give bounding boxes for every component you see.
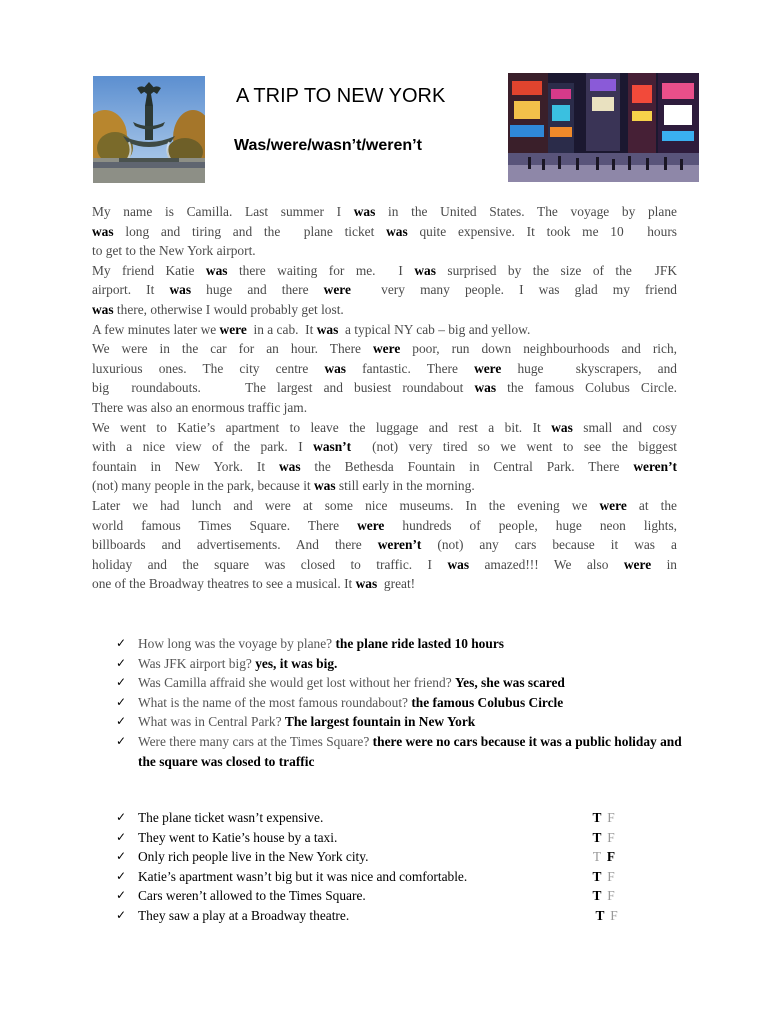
story-text-segment: A few minutes later we: [92, 321, 220, 337]
checkmark-icon: ✓: [116, 636, 127, 650]
story-line: [92, 535, 677, 555]
story-text-segment: hundreds of people, huge neon lights,: [384, 517, 677, 533]
statement-text: They saw a play at a Broadway theatre.: [138, 907, 350, 923]
story-verb: was: [355, 576, 378, 592]
true-option[interactable]: T: [592, 829, 602, 845]
true-option[interactable]: T: [595, 907, 605, 923]
story-line: [92, 476, 677, 496]
story-line: [92, 555, 677, 575]
story-text-segment: small and cosy: [572, 419, 677, 435]
question-text: Was JFK airport big?: [138, 655, 256, 671]
question-text: What was in Central Park?: [138, 714, 285, 730]
true-false-marks: [590, 867, 630, 887]
true-false-marks: [590, 847, 630, 867]
story-text-segment: in a cab. It: [246, 321, 317, 337]
story-line: [92, 398, 677, 418]
story-verb: were: [323, 282, 351, 298]
question-item: [116, 712, 686, 732]
story-line: [92, 359, 677, 379]
story-text-segment: huge skyscrapers, and: [501, 360, 677, 376]
story-text-segment: great!: [377, 576, 416, 592]
story-text-segment: fountain in New York. It: [92, 458, 279, 474]
story-line: [92, 574, 677, 594]
story-text-segment: Later we had lunch and were at some nice museums. In the evening we: [92, 497, 600, 513]
story-line: [92, 339, 677, 359]
story-verb: was: [92, 223, 114, 239]
checkmark-icon: ✓: [116, 810, 127, 824]
story-text-segment: with a nice view of the park. I: [92, 439, 314, 455]
statement-text: Katie’s apartment wasn’t big but it was nice and comfortable.: [138, 868, 468, 884]
story-text-segment: luxurious ones. The city centre: [92, 360, 325, 376]
story-verb: wasn’t: [313, 439, 352, 455]
true-option[interactable]: T: [592, 810, 602, 825]
question-text: How long was the voyage by plane?: [138, 636, 336, 651]
statement-text: Only rich people live in the New York city.: [138, 849, 369, 865]
false-option[interactable]: F: [607, 810, 615, 825]
answer-text: yes, it was big.: [255, 655, 338, 671]
story-verb: weren’t: [377, 537, 422, 553]
true-false-item: [116, 867, 636, 887]
story-verb: were: [474, 360, 502, 376]
story-text-segment: quite expensive. It took me 10 hours: [407, 223, 677, 239]
story-text-segment: amazed!!! We also: [469, 556, 624, 572]
story-text-segment: a typical NY cab – big and yellow.: [338, 321, 531, 337]
story-text-segment: (not) any cars because it was a: [421, 537, 677, 553]
story-line: [92, 320, 677, 340]
true-false-item: [116, 808, 636, 828]
story-verb: was: [278, 458, 301, 474]
true-false-marks: [590, 828, 630, 848]
question-text: What is the name of the most famous roundabout?: [138, 694, 412, 710]
checkmark-icon: ✓: [116, 888, 127, 903]
story-line: [92, 496, 677, 516]
question-item: [116, 654, 686, 674]
story-verb: were: [623, 556, 652, 572]
question-text: Were there many cars at the Times Square?: [138, 733, 373, 749]
question-item: [116, 693, 686, 713]
true-option[interactable]: T: [592, 868, 602, 884]
story-text-segment: the famous Colubus Circle.: [496, 380, 677, 396]
story-text: [92, 202, 677, 594]
story-verb: were: [357, 517, 385, 533]
story-verb: was: [324, 360, 347, 376]
false-option[interactable]: F: [610, 907, 618, 923]
story-verb: was: [447, 556, 470, 572]
story-line: [92, 241, 677, 261]
question-item: [116, 673, 686, 693]
story-text-segment: big roundabouts. The largest and busiest roundabout: [92, 380, 475, 396]
story-verb: was: [386, 223, 408, 239]
story-text-segment: There was also an enormous traffic jam.: [92, 399, 308, 415]
story-text-segment: at the: [626, 497, 678, 513]
story-text-segment: huge and there: [191, 282, 324, 298]
times-square-photo: [508, 73, 699, 182]
story-line: [92, 418, 677, 438]
story-line: [92, 457, 677, 477]
true-false-item: [116, 886, 636, 906]
story-line: [92, 261, 677, 281]
story-line: [92, 300, 677, 320]
story-line: [92, 437, 677, 457]
checkmark-icon: ✓: [116, 655, 127, 670]
true-false-list: [116, 808, 636, 926]
question-item: [116, 634, 686, 654]
checkmark-icon: ✓: [116, 733, 127, 748]
true-false-marks: [593, 906, 633, 926]
story-verb: was: [314, 478, 336, 494]
true-option[interactable]: T: [592, 888, 602, 904]
story-text-segment: very many people. I was glad my friend: [350, 282, 677, 298]
story-text-segment: We went to Katie’s apartment to leave the luggage and rest a bit. It: [92, 419, 552, 435]
story-verb: weren’t: [633, 458, 677, 474]
story-text-segment: holiday and the square was closed to traffic. I: [92, 556, 448, 572]
checkmark-icon: ✓: [116, 694, 127, 709]
story-text-segment: world famous Times Square. There: [92, 517, 358, 533]
story-line: [92, 378, 677, 398]
story-line: [92, 222, 677, 242]
story-verb: were: [373, 341, 401, 357]
true-false-item: [116, 847, 636, 867]
true-false-marks: [590, 886, 630, 906]
story-verb: was: [316, 321, 339, 337]
story-text-segment: My friend Katie: [92, 262, 206, 278]
story-text-segment: the Bethesda Fountain in Central Park. There: [300, 458, 634, 474]
story-verb: was: [353, 204, 376, 219]
story-text-segment: surprised by the size of the JFK: [435, 262, 677, 278]
false-option[interactable]: F: [607, 888, 615, 904]
question-text: Was Camilla affraid she would get lost without her friend?: [138, 675, 455, 691]
question-item: [116, 732, 686, 771]
story-verb: was: [414, 262, 436, 278]
checkmark-icon: ✓: [116, 829, 127, 844]
statement-text: The plane ticket wasn’t expensive.: [138, 810, 324, 825]
story-verb: was: [551, 419, 573, 435]
false-option[interactable]: F: [607, 868, 615, 884]
story-text-segment: poor, run down neighbourhoods and rich,: [400, 341, 677, 357]
story-line: [92, 280, 677, 300]
story-verb: was: [474, 380, 497, 396]
answer-text: the plane ride lasted 10 hours: [335, 636, 504, 651]
answer-text: Yes, she was scared: [455, 675, 565, 691]
story-text-segment: one of the Broadway theatres to see a musical. It: [92, 576, 356, 592]
story-text-segment: We were in the car for an hour. There: [92, 341, 373, 357]
story-verb: was: [169, 282, 192, 298]
page-title: A TRIP TO NEW YORK: [236, 85, 446, 107]
story-text-segment: there, otherwise I would probably get lost.: [113, 301, 344, 317]
checkmark-icon: ✓: [116, 849, 127, 864]
false-option[interactable]: F: [607, 829, 615, 845]
story-line: [92, 516, 677, 536]
story-text-segment: there waiting for me. I: [227, 262, 415, 278]
true-false-item: [116, 906, 636, 926]
question-answer-list: [116, 634, 686, 771]
answer-text: the famous Colubus Circle: [411, 694, 564, 710]
page-subtitle: Was/were/wasn’t/weren’t: [234, 137, 422, 154]
story-text-segment: fantastic. There: [346, 360, 475, 376]
checkmark-icon: ✓: [116, 907, 127, 922]
false-option[interactable]: F: [606, 849, 616, 865]
story-verb: were: [599, 497, 627, 513]
story-verb: was: [92, 301, 114, 317]
true-option[interactable]: T: [592, 849, 602, 865]
story-text-segment: (not) many people in the park, because it: [92, 478, 314, 494]
story-text-segment: billboards and advertisements. And there: [92, 537, 378, 553]
statement-text: Cars weren’t allowed to the Times Square.: [138, 888, 366, 904]
story-text-segment: airport. It: [92, 282, 170, 298]
answer-text: The largest fountain in New York: [284, 714, 476, 730]
story-text-segment: in: [651, 556, 677, 572]
checkmark-icon: ✓: [116, 868, 127, 883]
story-text-segment: still early in the morning.: [335, 478, 475, 494]
story-text-segment: to get to the New York airport.: [92, 243, 256, 259]
bethesda-fountain-photo: [93, 76, 205, 183]
checkmark-icon: ✓: [116, 714, 127, 729]
true-false-marks: [590, 808, 630, 828]
story-text-segment: in the United States. The voyage by plane: [375, 204, 677, 219]
story-verb: was: [205, 262, 228, 278]
answer-text: there were no cars because it was a public holiday and the square was closed to traffic: [138, 733, 682, 769]
story-text-segment: long and tiring and the plane ticket: [113, 223, 387, 239]
story-line: [92, 202, 677, 222]
story-text-segment: (not) very tired so we went to see the biggest: [351, 439, 677, 455]
statement-text: They went to Katie’s house by a taxi.: [138, 829, 338, 845]
true-false-item: [116, 828, 636, 848]
checkmark-icon: ✓: [116, 675, 127, 690]
story-verb: were: [219, 321, 247, 337]
story-text-segment: My name is Camilla. Last summer I: [92, 204, 354, 219]
